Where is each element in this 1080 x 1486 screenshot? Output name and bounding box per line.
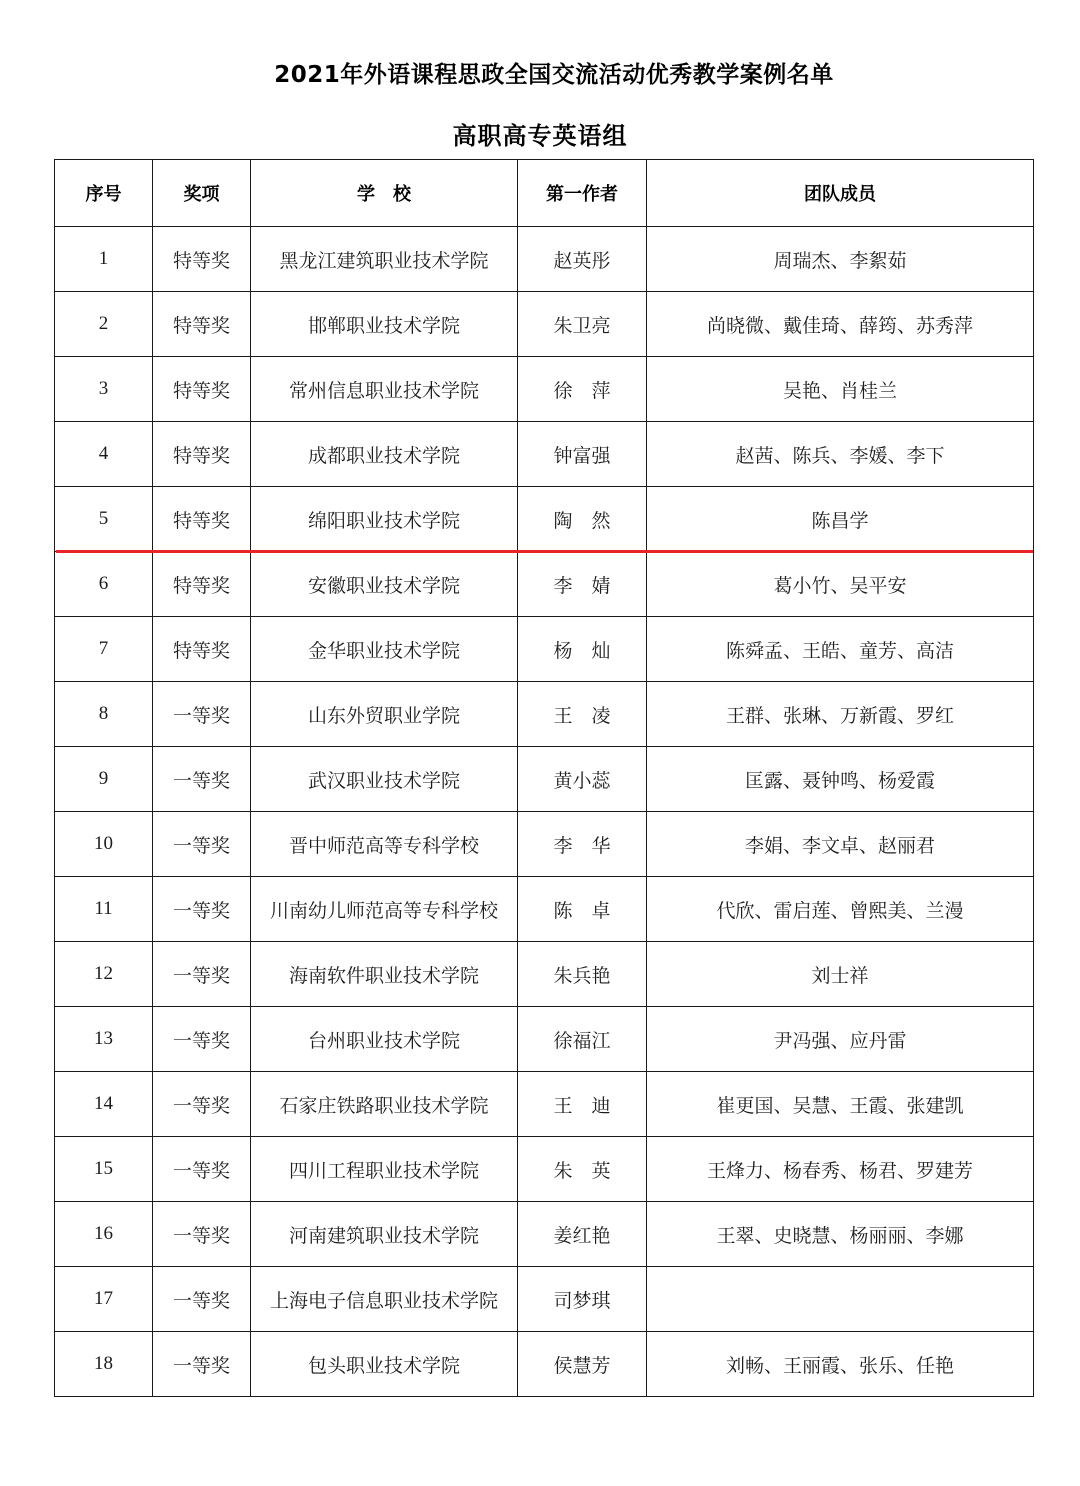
cell-award: 一等奖 xyxy=(153,877,251,942)
page-subtitle: 高职高专英语组 xyxy=(452,122,628,150)
cell-seq: 17 xyxy=(55,1267,153,1332)
table-header-row xyxy=(55,160,1034,227)
cell-seq: 14 xyxy=(55,1072,153,1137)
page-title: 2021年外语课程思政全国交流活动优秀教学案例名单 xyxy=(274,62,834,88)
cell-first-author: 杨 灿 xyxy=(518,617,647,682)
cell-first-author: 王 迪 xyxy=(518,1072,647,1137)
cell-team: 代欣、雷启莲、曾熙美、兰漫 xyxy=(647,877,1034,942)
cell-team: 王群、张琳、万新霞、罗红 xyxy=(647,682,1034,747)
table-row xyxy=(55,552,1034,617)
table-row xyxy=(55,357,1034,422)
table-row xyxy=(55,227,1034,292)
cell-team: 李娟、李文卓、赵丽君 xyxy=(647,812,1034,877)
cell-first-author: 朱兵艳 xyxy=(518,942,647,1007)
cell-school: 安徽职业技术学院 xyxy=(251,552,518,617)
cell-first-author: 黄小蕊 xyxy=(518,747,647,812)
table-row xyxy=(55,1072,1034,1137)
cell-school: 海南软件职业技术学院 xyxy=(251,942,518,1007)
cell-first-author: 徐福江 xyxy=(518,1007,647,1072)
table-row xyxy=(55,1007,1034,1072)
cell-team: 尚晓微、戴佳琦、薛筠、苏秀萍 xyxy=(647,292,1034,357)
cell-first-author: 李 华 xyxy=(518,812,647,877)
cell-first-author: 陈 卓 xyxy=(518,877,647,942)
table-row xyxy=(55,1202,1034,1267)
cell-seq: 12 xyxy=(55,942,153,1007)
table-row xyxy=(55,1332,1034,1397)
cell-team: 王翠、史晓慧、杨丽丽、李娜 xyxy=(647,1202,1034,1267)
cell-award: 特等奖 xyxy=(153,357,251,422)
cell-school: 晋中师范高等专科学校 xyxy=(251,812,518,877)
cell-award: 一等奖 xyxy=(153,747,251,812)
cell-seq: 10 xyxy=(55,812,153,877)
cell-award: 一等奖 xyxy=(153,1007,251,1072)
cell-seq: 11 xyxy=(55,877,153,942)
cell-school: 黑龙江建筑职业技术学院 xyxy=(251,227,518,292)
cell-school: 成都职业技术学院 xyxy=(251,422,518,487)
cell-seq: 1 xyxy=(55,227,153,292)
cell-seq: 6 xyxy=(55,552,153,617)
cell-first-author: 钟富强 xyxy=(518,422,647,487)
cell-award: 特等奖 xyxy=(153,292,251,357)
table-row xyxy=(55,1137,1034,1202)
highlight-line xyxy=(56,550,1033,553)
cell-seq: 9 xyxy=(55,747,153,812)
cell-award: 特等奖 xyxy=(153,617,251,682)
cell-team: 尹冯强、应丹雷 xyxy=(647,1007,1034,1072)
cell-seq: 2 xyxy=(55,292,153,357)
cell-seq: 16 xyxy=(55,1202,153,1267)
cell-award: 一等奖 xyxy=(153,812,251,877)
cell-award: 一等奖 xyxy=(153,1202,251,1267)
cell-seq: 13 xyxy=(55,1007,153,1072)
cell-school: 上海电子信息职业技术学院 xyxy=(251,1267,518,1332)
cell-award: 一等奖 xyxy=(153,1072,251,1137)
header-first-author: 第一作者 xyxy=(518,160,647,227)
cell-team: 王烽力、杨春秀、杨君、罗建芳 xyxy=(647,1137,1034,1202)
cell-team: 赵茜、陈兵、李媛、李下 xyxy=(647,422,1034,487)
cell-team: 崔更国、吴慧、王霞、张建凯 xyxy=(647,1072,1034,1137)
cell-first-author: 徐 萍 xyxy=(518,357,647,422)
table-row xyxy=(55,487,1034,552)
cell-first-author: 陶 然 xyxy=(518,487,647,552)
cell-team: 匡露、聂钟鸣、杨爱霞 xyxy=(647,747,1034,812)
cell-award: 特等奖 xyxy=(153,487,251,552)
cell-seq: 18 xyxy=(55,1332,153,1397)
cell-first-author: 朱卫亮 xyxy=(518,292,647,357)
cell-award: 一等奖 xyxy=(153,1332,251,1397)
cell-school: 四川工程职业技术学院 xyxy=(251,1137,518,1202)
cell-award: 一等奖 xyxy=(153,1137,251,1202)
cell-seq: 7 xyxy=(55,617,153,682)
cell-award: 特等奖 xyxy=(153,552,251,617)
cell-school: 金华职业技术学院 xyxy=(251,617,518,682)
cell-award: 特等奖 xyxy=(153,422,251,487)
table-row xyxy=(55,292,1034,357)
cell-team: 刘畅、王丽霞、张乐、任艳 xyxy=(647,1332,1034,1397)
cell-school: 常州信息职业技术学院 xyxy=(251,357,518,422)
cell-school: 武汉职业技术学院 xyxy=(251,747,518,812)
cell-school: 石家庄铁路职业技术学院 xyxy=(251,1072,518,1137)
cell-seq: 5 xyxy=(55,487,153,552)
cell-school: 包头职业技术学院 xyxy=(251,1332,518,1397)
cell-school: 河南建筑职业技术学院 xyxy=(251,1202,518,1267)
cell-seq: 15 xyxy=(55,1137,153,1202)
cell-team: 刘士祥 xyxy=(647,942,1034,1007)
cell-team xyxy=(647,1267,1034,1332)
header-school: 学 校 xyxy=(251,160,518,227)
cell-school: 台州职业技术学院 xyxy=(251,1007,518,1072)
cell-award: 一等奖 xyxy=(153,1267,251,1332)
table-row xyxy=(55,942,1034,1007)
table-body xyxy=(55,227,1034,1397)
header-team: 团队成员 xyxy=(647,160,1034,227)
cell-school: 邯郸职业技术学院 xyxy=(251,292,518,357)
cell-team: 周瑞杰、李絮茹 xyxy=(647,227,1034,292)
cell-first-author: 王 凌 xyxy=(518,682,647,747)
table-row xyxy=(55,1267,1034,1332)
cell-seq: 3 xyxy=(55,357,153,422)
cell-school: 绵阳职业技术学院 xyxy=(251,487,518,552)
cell-first-author: 朱 英 xyxy=(518,1137,647,1202)
table-row xyxy=(55,747,1034,812)
cell-team: 葛小竹、吴平安 xyxy=(647,552,1034,617)
table-row xyxy=(55,422,1034,487)
award-table xyxy=(54,159,1034,1397)
cell-team: 吴艳、肖桂兰 xyxy=(647,357,1034,422)
cell-seq: 4 xyxy=(55,422,153,487)
table-row xyxy=(55,617,1034,682)
cell-award: 一等奖 xyxy=(153,942,251,1007)
cell-award: 特等奖 xyxy=(153,227,251,292)
cell-team: 陈舜孟、王皓、童芳、高洁 xyxy=(647,617,1034,682)
cell-first-author: 赵英彤 xyxy=(518,227,647,292)
cell-team: 陈昌学 xyxy=(647,487,1034,552)
cell-first-author: 司梦琪 xyxy=(518,1267,647,1332)
cell-first-author: 姜红艳 xyxy=(518,1202,647,1267)
cell-first-author: 侯慧芳 xyxy=(518,1332,647,1397)
cell-school: 川南幼儿师范高等专科学校 xyxy=(251,877,518,942)
table-row xyxy=(55,682,1034,747)
header-seq: 序号 xyxy=(55,160,153,227)
cell-award: 一等奖 xyxy=(153,682,251,747)
cell-first-author: 李 婧 xyxy=(518,552,647,617)
table-row xyxy=(55,877,1034,942)
cell-seq: 8 xyxy=(55,682,153,747)
header-award: 奖项 xyxy=(153,160,251,227)
table-row xyxy=(55,812,1034,877)
cell-school: 山东外贸职业学院 xyxy=(251,682,518,747)
